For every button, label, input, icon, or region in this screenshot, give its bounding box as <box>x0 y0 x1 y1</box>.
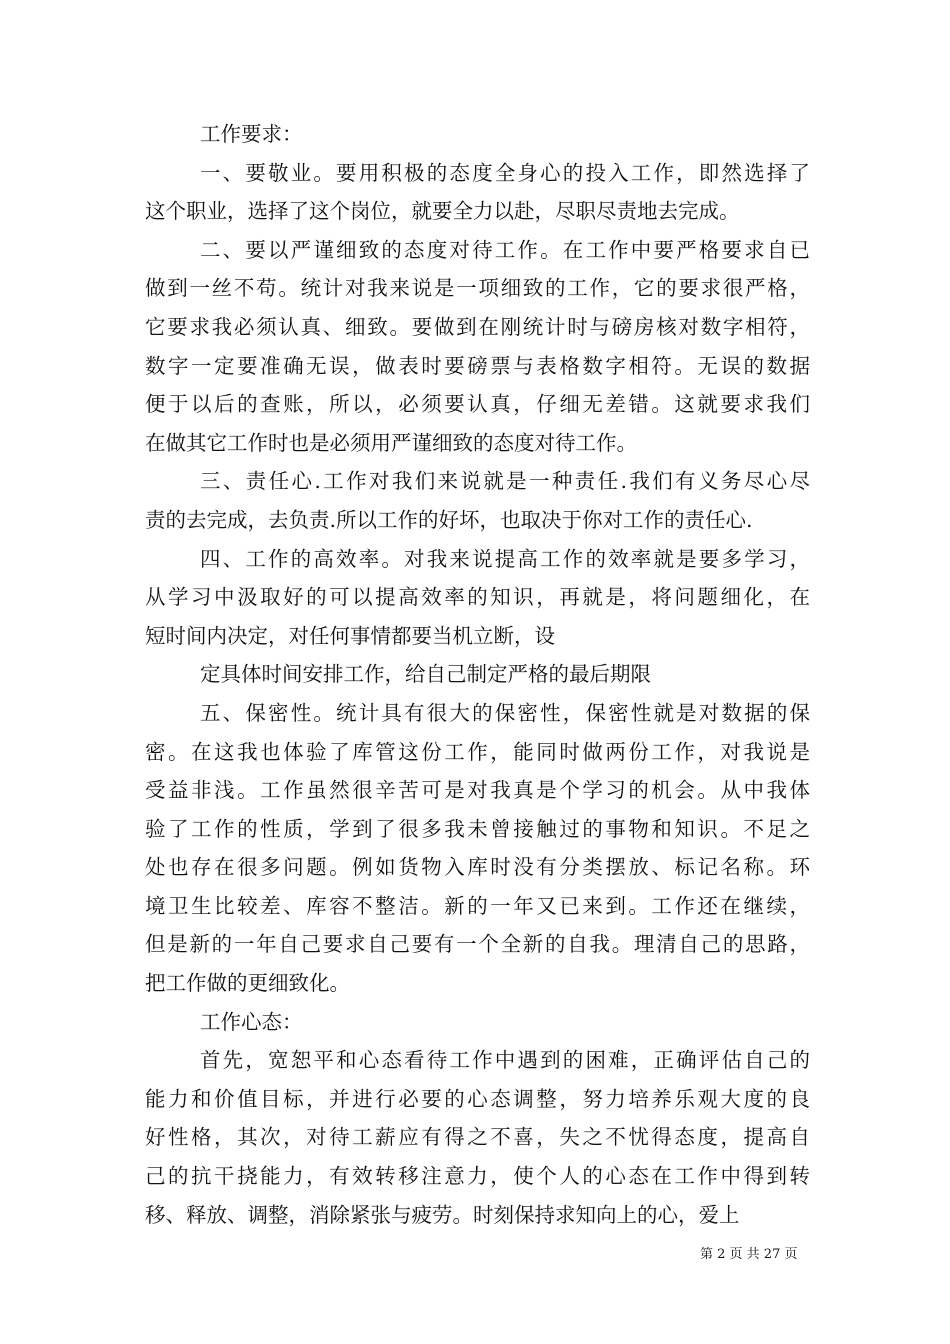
text-line: 做到一丝不苟。统计对我来说是一项细致的工作，它的要求很严格， <box>145 276 810 301</box>
text-line: 一、要敬业。要用积极的态度全身心的投入工作，即然选择了 <box>200 160 810 185</box>
text-line: 便于以后的查账，所以，必须要认真，仔细无差错。这就要求我们 <box>145 392 810 417</box>
text-line: 密。在这我也体验了库管这份工作，能同时做两份工作，对我说是 <box>145 739 810 764</box>
text-line: 责的去完成，去负责.所以工作的好坏，也取决于你对工作的责任心. <box>145 507 753 532</box>
text-line: 验了工作的性质，学到了很多我未曾接触过的事物和知识。不足之 <box>145 816 810 841</box>
text-line: 己的抗干挠能力，有效转移注意力，使个人的心态在工作中得到转 <box>145 1164 810 1189</box>
text-line: 处也存在很多问题。例如货物入库时没有分类摆放、标记名称。环 <box>145 855 810 880</box>
body-text <box>145 115 810 1234</box>
text-line: 工作心态： <box>200 1009 303 1034</box>
text-line: 好性格，其次，对待工薪应有得之不喜，失之不忧得态度，提高自 <box>145 1125 810 1150</box>
text-line: 境卫生比较差、库容不整洁。新的一年又已来到。工作还在继续， <box>145 893 810 918</box>
text-line: 能力和价值目标，并进行必要的心态调整，努力培养乐观大度的良 <box>145 1086 810 1111</box>
text-line: 在做其它工作时也是必须用严谨细致的态度对待工作。 <box>145 430 637 455</box>
text-line: 三、责任心.工作对我们来说就是一种责任.我们有义务尽心尽 <box>200 469 810 494</box>
text-line: 这个职业，选择了这个岗位，就要全力以赴，尽职尽责地去完成。 <box>145 199 740 224</box>
text-line: 把工作做的更细致化。 <box>145 971 350 996</box>
text-line: 从学习中汲取好的可以提高效率的知识，再就是，将问题细化，在 <box>145 585 810 610</box>
text-line: 五、保密性。统计具有很大的保密性，保密性就是对数据的保 <box>200 700 810 725</box>
text-line: 四、工作的高效率。对我来说提高工作的效率就是要多学习， <box>200 546 810 571</box>
text-line: 工作要求： <box>200 122 303 146</box>
text-line: 短时间内决定，对任何事情都要当机立断，设 <box>145 623 555 648</box>
text-line: 二、要以严谨细致的态度对待工作。在工作中要严格要求自已 <box>200 237 810 262</box>
text-line: 首先，宽恕平和心态看待工作中遇到的困难，正确评估自己的 <box>200 1048 810 1073</box>
text-line: 但是新的一年自己要求自己要有一个全新的自我。理清自己的思路， <box>145 932 810 957</box>
text-line: 受益非浅。工作虽然很辛苦可是对我真是个学习的机会。从中我体 <box>145 778 810 803</box>
text-line: 移、释放、调整，消除紧张与疲劳。时刻保持求知向上的心，爱上 <box>145 1202 740 1227</box>
text-line: 它要求我必须认真、细致。要做到在刚统计时与磅房核对数字相符， <box>145 314 810 339</box>
page-number-footer: 第 2 页 共 27 页 <box>700 1247 798 1262</box>
text-line: 定具体时间安排工作，给自己制定严格的最后期限 <box>200 662 651 687</box>
text-line: 数字一定要准确无误，做表时要磅票与表格数字相符。无误的数据 <box>145 353 810 378</box>
